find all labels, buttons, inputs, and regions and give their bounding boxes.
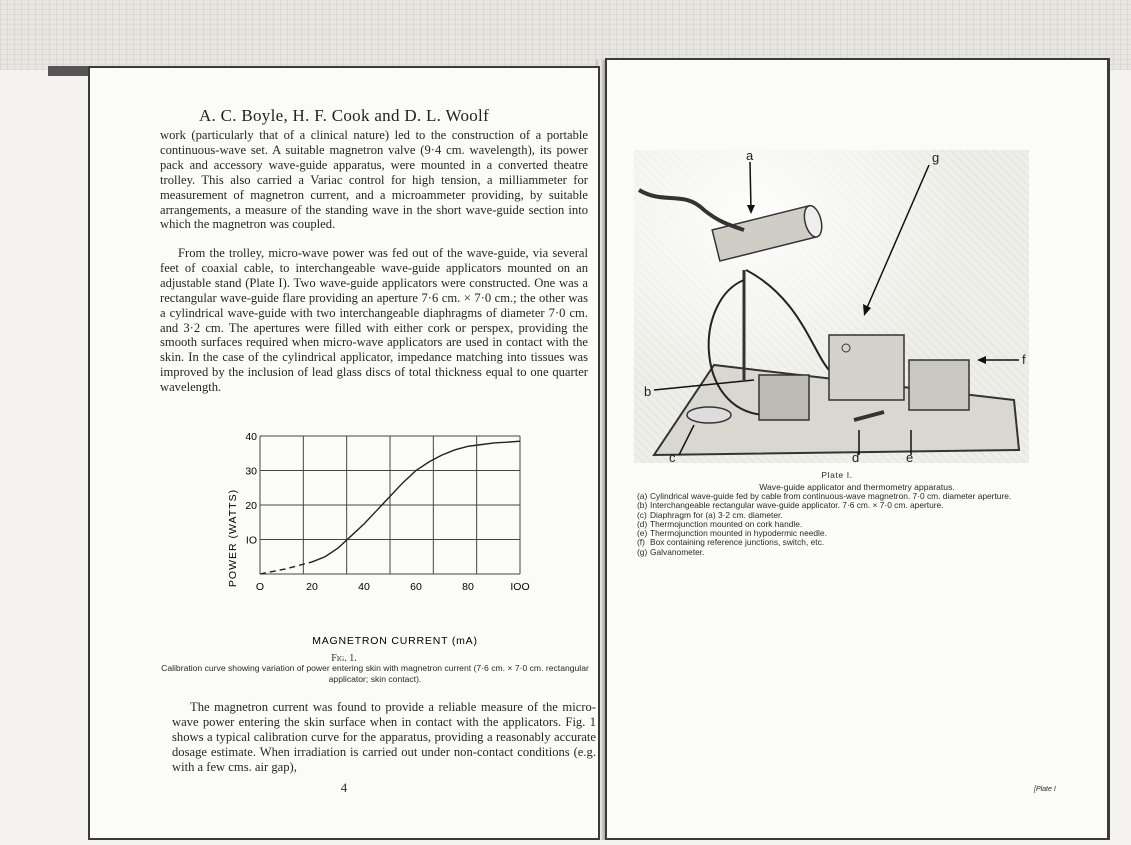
arrow-g [866,165,929,310]
figure-caption: Calibration curve showing variation of power entering skin with magnetron current (7·6 cm. × 7·0 cm. rectangular applicator; skin contact). [161,663,589,684]
legend-item-f: (f) Box containing reference junctions, switch, etc. [637,537,825,548]
label-f: f [1022,352,1026,367]
diaphragm-disc [687,407,731,423]
legend-item-a: (a) Cylindrical wave-guide fed by cable from continuous-wave magnetron. 7·0 cm. diameter aperture. [637,491,1012,501]
x-tick-label: O [255,581,265,593]
legend-item-g: (g) Galvanometer. [637,546,705,557]
page-edge-shadow [48,66,88,76]
reference-box [829,335,904,400]
calibration-curve [312,441,520,562]
label-b: b [644,384,652,399]
paragraph-3: The magnetron current was found to provide a reliable measure of the micro-wave power entering the skin surface when in contact with the applicators. Fig. 1 shows a typical calibration curve for the apparatus, providing a reasonably accurate dosage estimate. When irradiation is carried out under non-contact conditions (e.g. with a few cms. air gap), [172,700,596,774]
legend-item-e: (e) Thermojunction mounted in hypodermic needle. [637,528,827,539]
left-page [88,66,600,840]
legend-item-b: (b) Interchangeable rectangular wave-guide applicator. 7·6 cm. × 7·0 cm. aperture. [637,500,944,511]
arrow-a [750,162,751,210]
calibration-chart [218,426,530,656]
legend-item-c: (c) Diaphragm for (a) 3·2 cm. diameter. [637,509,783,520]
x-axis-label: MAGNETRON CURRENT (mA) [312,635,478,647]
plate-photograph [634,150,1029,463]
coaxial-cable-2 [746,270,834,375]
label-e: e [906,450,914,465]
label-a: a [746,148,754,163]
y-tick-label: 40 [245,431,257,443]
plate-title: Plate I. [821,470,853,480]
label-c: c [669,450,676,465]
y-tick-label: IO [245,534,257,547]
cylindrical-waveguide [712,204,825,261]
chart-ticks [245,431,529,593]
legend-item-d: (d) Thermojunction mounted on cork handle. [637,518,803,529]
x-tick-label: 20 [306,581,318,593]
plate-legend-list [637,492,1057,557]
label-g: g [932,150,940,165]
label-d: d [852,450,860,465]
paragraph-2: From the trolley, micro-wave power was fed out of the wave-guide, via several feet of coaxial cable, to interchangeable wave-guide applicators mounted on an adjustable stand (Plate I). Two wave-guide applicators were constructed. One was a rectangular wave-guide flare providing an aperture 7·6 cm. × 7·0 cm.; the other was a cylindrical wave-guide with two interchangeable diaphragms of diameter 7·0 cm. and 3·2 cm. The apertures were filled with either cork or perspex, providing the smooth surfaces required when micro-wave applicators are used in contact with the skin. In the case of the cylindrical applicator, impedance matching into tissues was improved by the inclusion of lead glass discs of total thickness equal to one quarter wavelength. [160,246,588,395]
x-tick-label: IOO [510,581,530,593]
arm [639,190,744,230]
plate-subtitle: Wave-guide applicator and thermometry apparatus. [759,482,955,492]
figure-label: Fig. 1. [331,653,357,664]
running-header: A. C. Boyle, H. F. Cook and D. L. Woolf [198,106,490,125]
x-tick-label: 80 [462,581,474,593]
rect-applicator [759,375,809,420]
page-number: 4 [340,780,348,795]
chart-grid [260,436,520,574]
y-tick-label: 20 [245,500,257,512]
paragraph-1: work (particularly that of a clinical nature) led to the construction of a portable continuous-wave set. A suitable magnetron valve (9·4 cm. wavelength), its power pack and accessory wave-guide apparatus, were mounted in a converted theatre trolley. This also carried a Variac control for high tension, a milliammeter for measurement of magnetron current, and a microammeter providing, by suitable arrangements, a measure of the standing wave in the short wave-guide section into which the magnetron was coupled. [160,128,588,232]
calibration-curve-dashed [260,562,312,574]
plate-footer-mark: [Plate I [1034,786,1056,793]
x-tick-label: 60 [410,581,422,593]
y-tick-label: 30 [245,465,257,478]
right-page [605,58,1110,840]
apparatus-illustration [634,150,1029,463]
y-axis-label: POWER (WATTS) [227,488,239,588]
galvanometer-box [909,360,969,410]
x-tick-label: 40 [358,581,370,593]
